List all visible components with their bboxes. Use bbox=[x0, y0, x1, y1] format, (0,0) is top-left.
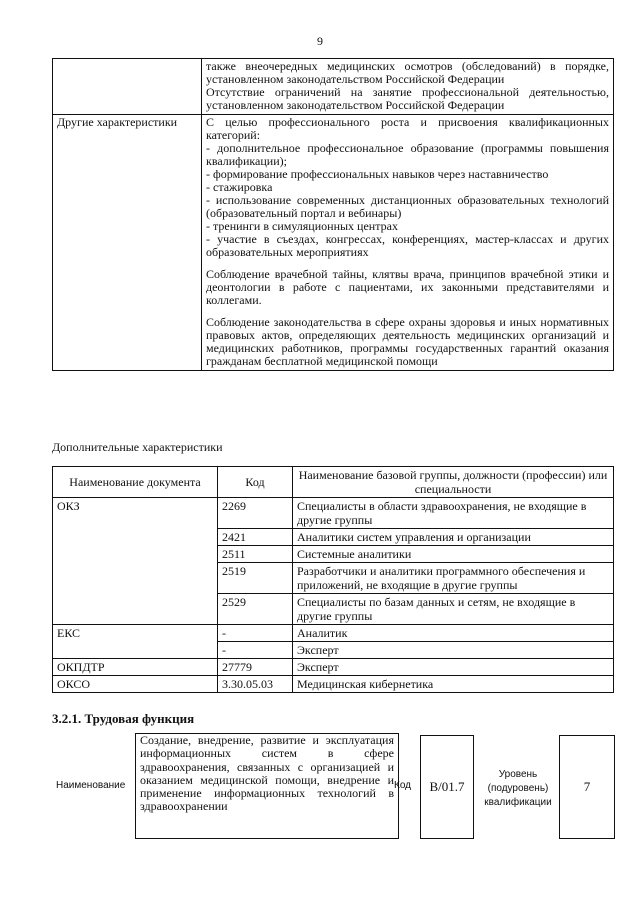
table-row bbox=[53, 659, 614, 676]
list-line: - участие в съездах, конгрессах, конференциях, мастер-классах и других образовательных мероприятиях bbox=[206, 232, 609, 259]
name-label: Наименование bbox=[56, 780, 126, 791]
paragraph: Отсутствие ограничений на занятие профессиональной деятельностью, установленном законодательством Российской Федерации bbox=[206, 85, 609, 112]
list-line: - использование современных дистанционных образовательных технологий (образовательный портал и вебинары) bbox=[206, 193, 609, 220]
name-cell: Эксперт bbox=[293, 642, 614, 659]
table-row bbox=[53, 115, 614, 371]
code-cell: 2529 bbox=[218, 594, 293, 625]
table-row bbox=[53, 676, 614, 693]
paragraph: также внеочередных медицинских осмотров (обследований) в порядке, установленном законодательством Российской Федерации bbox=[206, 59, 609, 86]
table-cell bbox=[202, 59, 614, 115]
name-cell: Аналитики систем управления и организации bbox=[293, 529, 614, 546]
table-row bbox=[53, 498, 614, 529]
qualification-level-box: 7 bbox=[559, 735, 615, 839]
additional-characteristics-label: Дополнительные характеристики bbox=[52, 440, 223, 454]
column-header: Наименование базовой группы, должности (профессии) или специальности bbox=[293, 467, 614, 498]
code-cell: 2269 bbox=[218, 498, 293, 529]
code-cell: 27779 bbox=[218, 659, 293, 676]
doc-cell: ОКПДТР bbox=[53, 659, 218, 676]
code-cell: - bbox=[218, 642, 293, 659]
code-cell: 3.30.05.03 bbox=[218, 676, 293, 693]
list-line: С целью профессионального роста и присвоения квалификационных категорий: bbox=[206, 115, 609, 142]
row-label-other-characteristics: Другие характеристики bbox=[53, 115, 202, 371]
code-cell: - bbox=[218, 625, 293, 642]
code-cell: 2511 bbox=[218, 546, 293, 563]
name-cell: Аналитик bbox=[293, 625, 614, 642]
qualification-level-label: Уровень (подуровень) квалификации bbox=[484, 769, 552, 808]
name-cell: Эксперт bbox=[293, 659, 614, 676]
doc-cell: ОКСО bbox=[53, 676, 218, 693]
list-line: - дополнительное профессиональное образование (программы повышения квалификации); bbox=[206, 141, 609, 168]
list-line: - формирование профессиональных навыков через наставничество bbox=[206, 167, 549, 181]
doc-cell: ОКЗ bbox=[53, 498, 218, 625]
paragraph: Соблюдение законодательства в сфере охраны здоровья и иных нормативных правовых актов, определяющих деятельность медицинских организаций и медицинских работников, программы государственных гарантий оказания гражданам бесплатной медицинской помощи bbox=[206, 315, 609, 368]
function-name-box: Создание, внедрение, развитие и эксплуатация информационных систем в сфере здравоохранения, связанных с организацией и оказанием медицинской помощи, внедрение и применение информационных технологий в здравоохранении bbox=[135, 733, 399, 839]
code-cell: 2519 bbox=[218, 563, 293, 594]
table-cell bbox=[202, 115, 614, 371]
code-cell: 2421 bbox=[218, 529, 293, 546]
characteristics-table bbox=[52, 58, 614, 371]
name-cell: Системные аналитики bbox=[293, 546, 614, 563]
table-row bbox=[53, 59, 614, 115]
name-cell: Медицинская кибернетика bbox=[293, 676, 614, 693]
column-header: Код bbox=[218, 467, 293, 498]
additional-characteristics-table bbox=[52, 466, 614, 693]
name-cell: Специалисты в области здравоохранения, не входящие в другие группы bbox=[293, 498, 614, 529]
paragraph: Соблюдение врачебной тайны, клятвы врача, принципов врачебной этики и деонтологии в работе с пациентами, их законными представителями и коллегами. bbox=[206, 267, 609, 307]
table-row bbox=[53, 625, 614, 642]
code-label: Код bbox=[394, 780, 412, 791]
table-header-row bbox=[53, 467, 614, 498]
code-box: B/01.7 bbox=[420, 735, 474, 839]
list-line: - стажировка bbox=[206, 180, 273, 194]
list-line: - тренинги в симуляционных центрах bbox=[206, 219, 398, 233]
name-cell: Разработчики и аналитики программного обеспечения и приложений, не входящие в другие группы bbox=[293, 563, 614, 594]
doc-cell: ЕКС bbox=[53, 625, 218, 659]
table-cell-empty bbox=[53, 59, 202, 115]
section-title: 3.2.1. Трудовая функция bbox=[52, 711, 195, 726]
page-number: 9 bbox=[317, 34, 323, 48]
column-header: Наименование документа bbox=[53, 467, 218, 498]
name-cell: Специалисты по базам данных и сетям, не входящие в другие группы bbox=[293, 594, 614, 625]
